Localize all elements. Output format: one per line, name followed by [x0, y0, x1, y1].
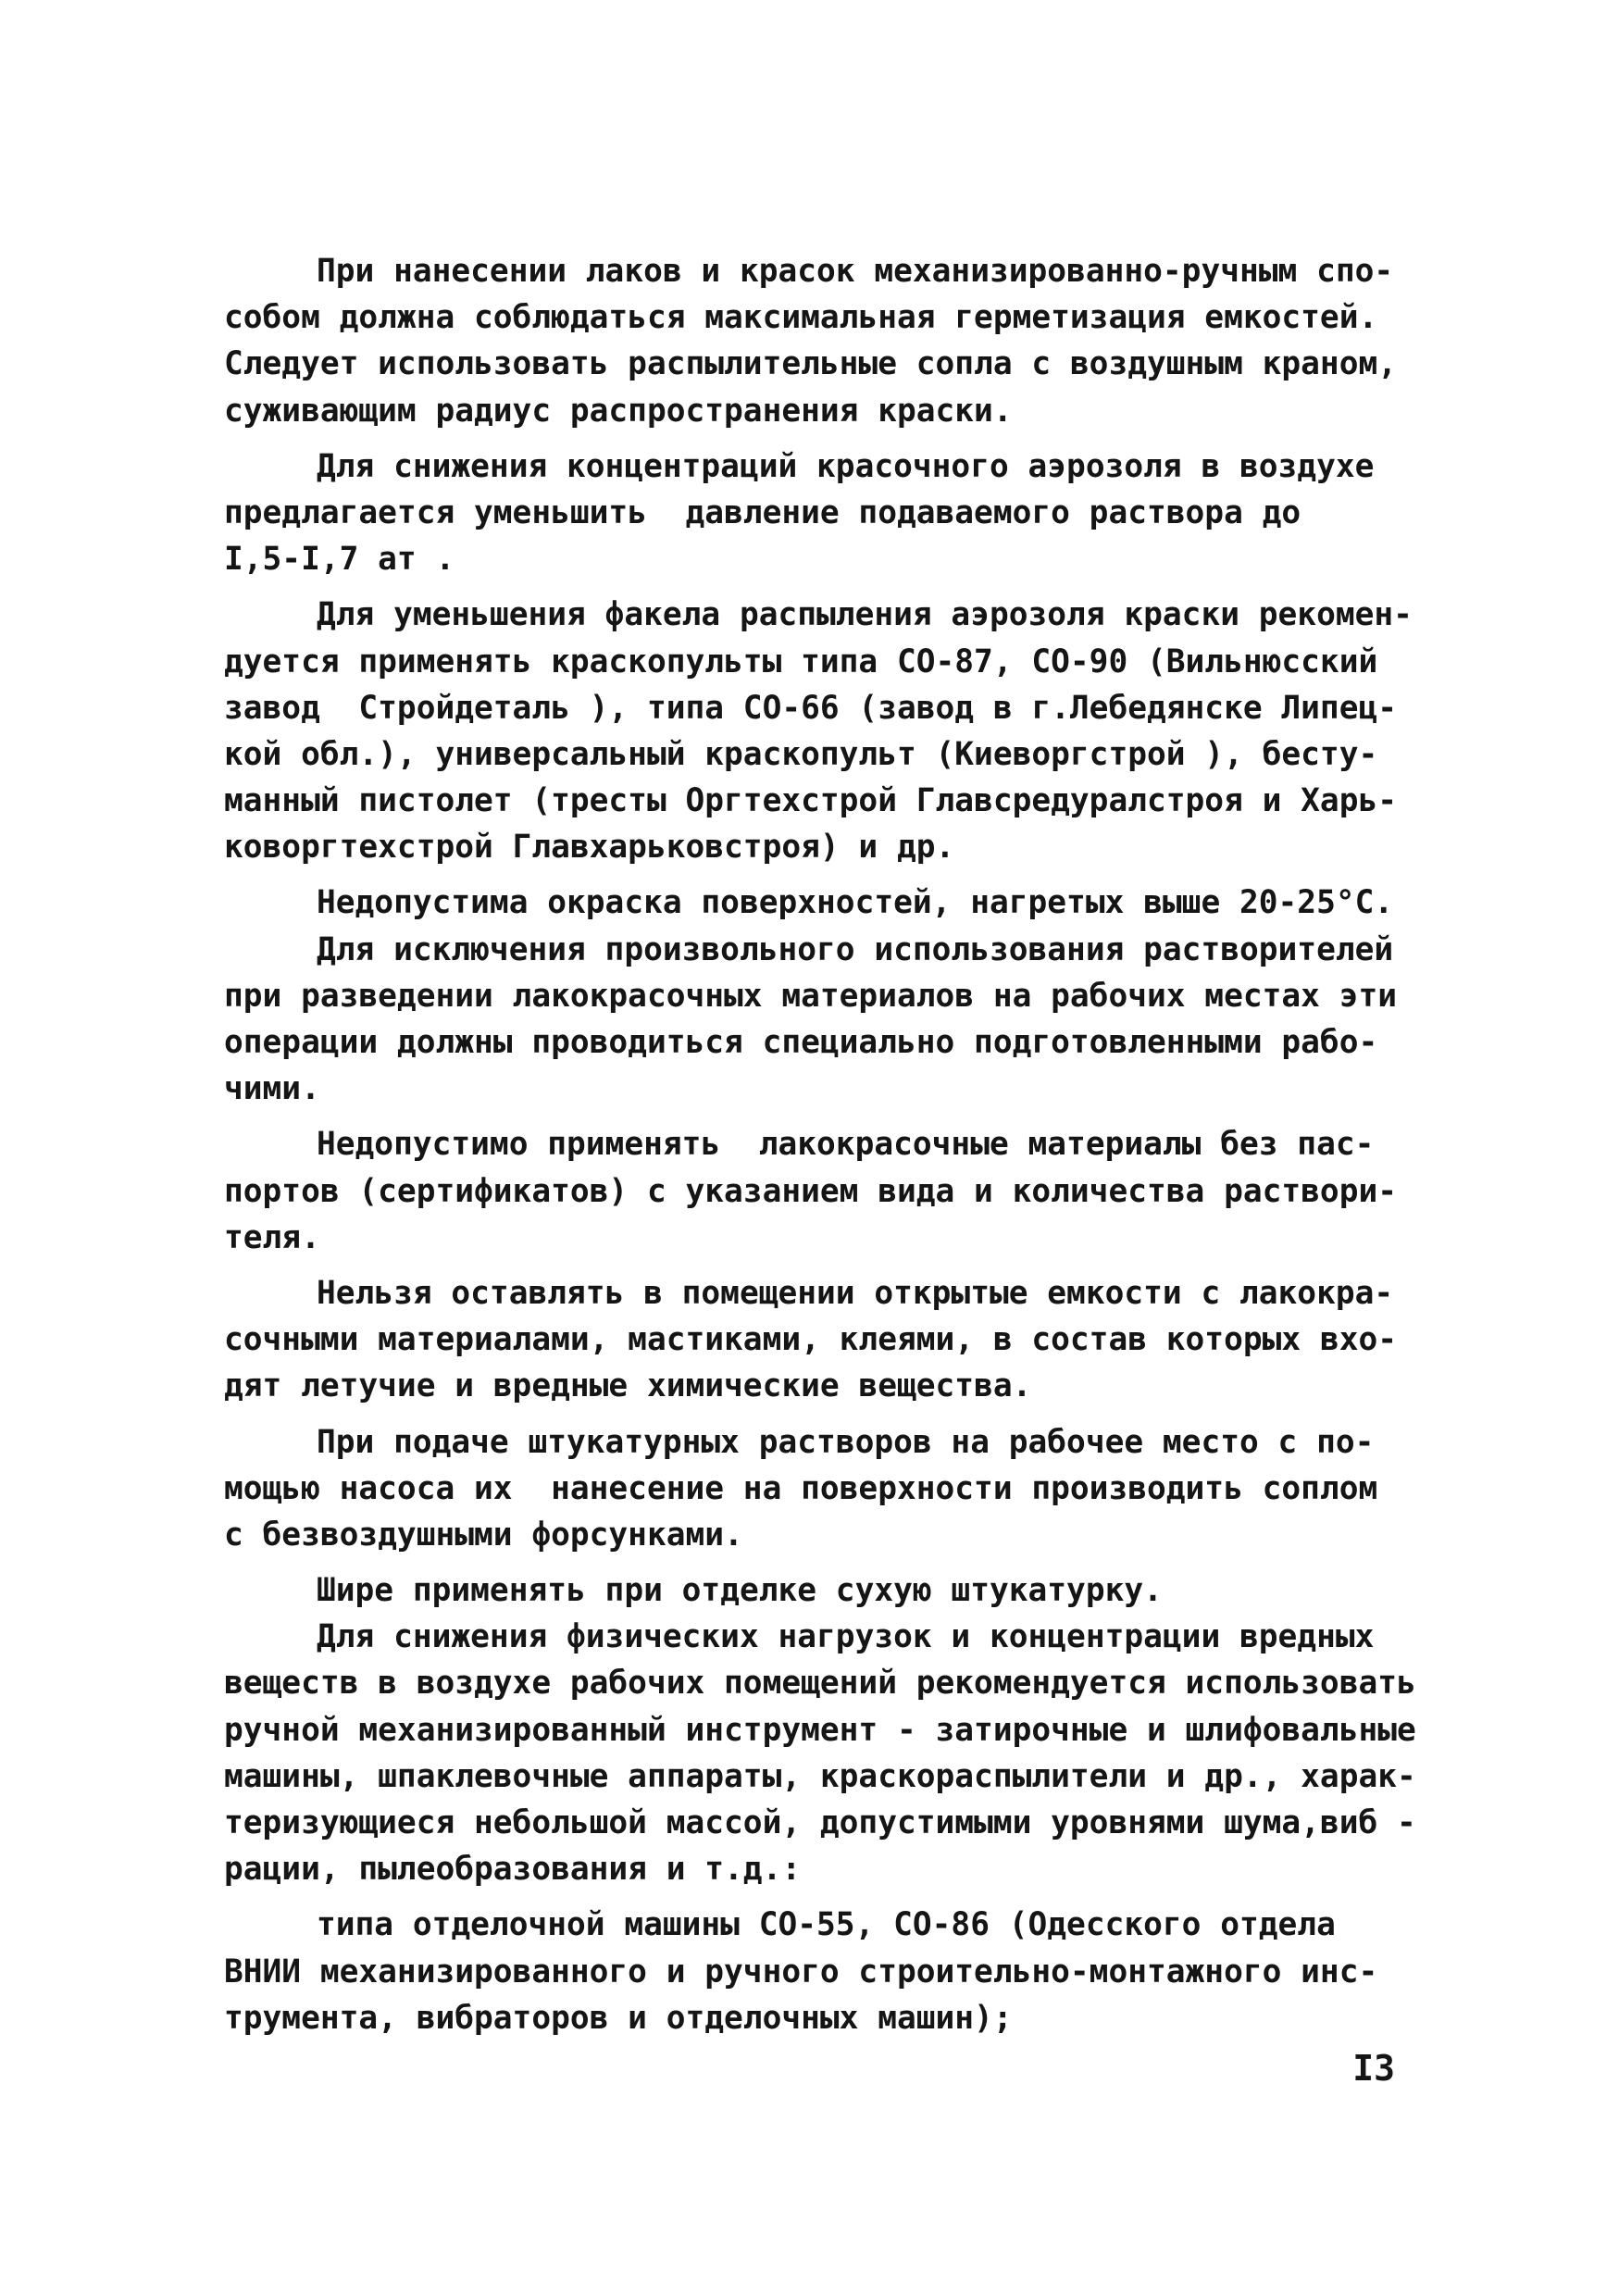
text-line: мощью насоса их нанесение на поверхности производить соплом — [224, 1469, 1378, 1507]
text-line: собом должна соблюдаться максимальная герметизация емкостей. — [224, 299, 1378, 337]
text-line: завод Стройдеталь ), типа СО-66 (завод в г.Лебедянске Липец- — [224, 689, 1398, 727]
text-line: Недопустимо применять лакокрасочные материалы без пас- — [317, 1126, 1375, 1164]
text-line: с безвоздушными форсунками. — [224, 1516, 743, 1554]
text-line: Следует использовать распылительные сопла с воздушным краном, — [224, 345, 1398, 383]
text-line: теризующиеся небольшой массой, допустимыми уровнями шума,виб - — [224, 1804, 1416, 1841]
text-line: предлагается уменьшить давление подаваемого раствора до — [224, 493, 1301, 531]
text-line: При нанесении лаков и красок механизированно-ручным спо- — [317, 253, 1394, 290]
text-line: типа отделочной машины СО-55, СО-86 (Одесского отдела — [317, 1906, 1336, 1944]
text-line: ручной механизированный инструмент - затирочные и шлифовальные — [224, 1711, 1416, 1749]
text-line: ВНИИ механизированного и ручного строительно-монтажного инс- — [224, 1953, 1378, 1990]
text-line: трумента, вибраторов и отделочных машин); — [224, 1999, 1013, 2037]
text-line: Для уменьшения факела распыления аэрозоля краски рекомен- — [317, 596, 1413, 634]
text-line: дуется применять краскопульты типа СО-87, СО-90 (Вильнюсский — [224, 643, 1378, 680]
text-line: коворгтехстрой Главхарьковстроя) и др. — [224, 829, 955, 867]
text-line: при разведении лакокрасочных материалов на рабочих местах эти — [224, 977, 1398, 1015]
text-line: рации, пылеобразования и т.д.: — [224, 1851, 802, 1889]
text-line: кой обл.), универсальный краскопульт (Киеворгстрой ), бесту- — [224, 735, 1378, 773]
text-line: манный пистолет (тресты Оргтехстрой Главсредуралстроя и Харь- — [224, 782, 1398, 820]
text-line: чими. — [224, 1070, 320, 1108]
text-line: операции должны проводиться специально подготовленными рабо- — [224, 1024, 1378, 1061]
text-line: веществ в воздухе рабочих помещений рекомендуется использовать — [224, 1665, 1416, 1703]
text-line: Для исключения произвольного использования растворителей — [317, 930, 1394, 968]
text-line: дят летучие и вредные химические вещества. — [224, 1367, 1032, 1405]
text-line: сочными материалами, мастиками, клеями, в состав которых вхо- — [224, 1321, 1398, 1359]
text-line: При подаче штукатурных растворов на рабочее место с по- — [317, 1423, 1375, 1461]
page-number: I3 — [1352, 2048, 1395, 2089]
text-line: машины, шпаклевочные аппараты, краскораспылители и др., харак- — [224, 1757, 1416, 1795]
text-line: теля. — [224, 1218, 320, 1256]
text-line: Шире применять при отделке сухую штукатурку. — [317, 1572, 1163, 1610]
body-text — [224, 248, 1418, 2041]
text-line: суживающим радиус распространения краски. — [224, 392, 1013, 430]
text-line: портов (сертификатов) с указанием вида и количества раствори- — [224, 1172, 1398, 1210]
text-line: Недопустима окраска поверхностей, нагретых выше 20-25°С. — [317, 884, 1394, 922]
text-line: Для снижения концентраций красочного аэрозоля в воздухе — [317, 447, 1375, 485]
text-line: I,5-I,7 ат . — [224, 541, 455, 579]
text-line: Для снижения физических нагрузок и концентрации вредных — [317, 1618, 1375, 1656]
text-line: Нельзя оставлять в помещении открытые емкости с лакокра- — [317, 1274, 1394, 1312]
